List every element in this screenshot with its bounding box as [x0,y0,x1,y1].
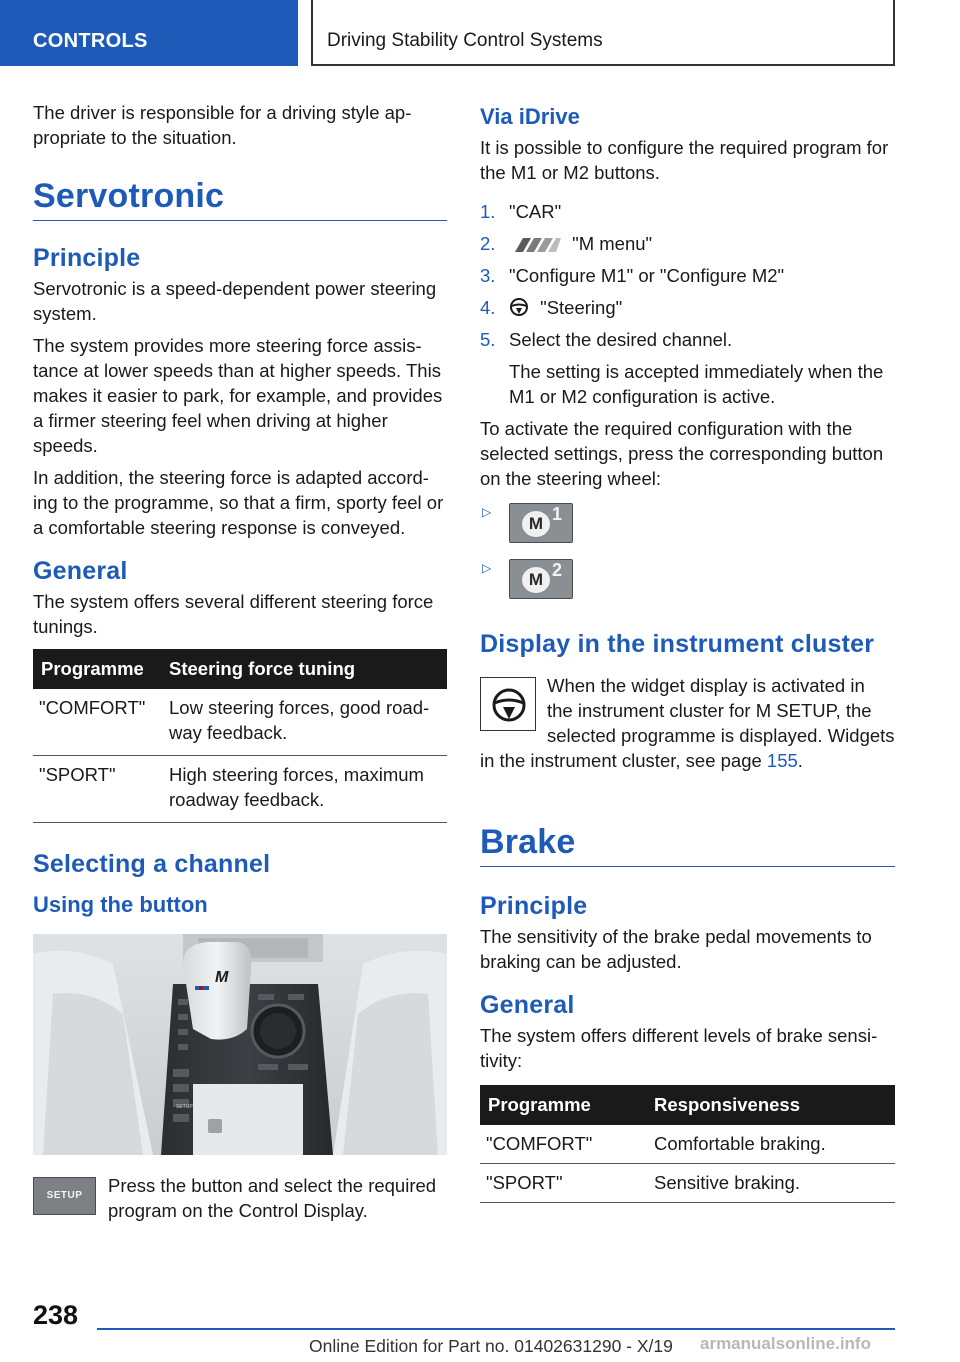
header-section-label: CONTROLS [33,30,148,52]
step-text: "Steering" [540,297,623,318]
step-number: 2. [480,233,496,254]
cluster-text: When the widget display is activated in the instrument cluster for M SETUP, the selected programme is displayed. Widgets in the instrument cluster, see page [480,675,895,771]
step-text: "CAR" [509,201,562,222]
brake-heading: Brake [480,822,895,867]
servotronic-heading: Servotronic [33,176,447,221]
table-row [33,756,447,823]
brake-principle-heading: Principle [480,892,588,920]
brake-section [480,822,895,1203]
header-section-tab [0,0,298,66]
steering-wheel-icon [509,297,529,317]
m-letter: M [522,511,550,537]
principle-paragraph-3: In addition, the steering force is adapted according to the programme, so that a firm, sporty feel or a comfortable steering response is conveyed. [33,467,444,538]
intro-paragraph: The driver is responsible for a driving style appropriate to the situation. [33,102,412,148]
cluster-page-link[interactable]: 155 [766,750,798,771]
m-stripes-icon [511,238,561,252]
table-cell: Sensitive braking. [646,1164,895,1203]
left-column [33,100,447,1243]
step-text: "M menu" [572,233,653,254]
table-cell: "COMFORT" [480,1125,646,1164]
m1-button-icon [509,503,573,543]
brake-general-paragraph: The system offers different levels of brake sensitivity: [480,1025,878,1071]
m1-bullet [480,503,895,551]
cluster-text-end: . [797,750,803,771]
center-console-image [33,934,447,1155]
setup-caption-row [33,1173,447,1243]
console-setup-key-text: SETUP [176,1104,193,1110]
right-column [480,103,895,669]
table-row [480,1125,895,1164]
cluster-text-wrap [480,673,895,773]
step-number: 1. [480,201,496,222]
cluster-icon-spacer [480,673,547,747]
step-number: 3. [480,265,496,286]
m-number: 2 [552,560,563,580]
setup-caption: Press the button and select the required program on the Control Display. [108,1175,437,1221]
table-cell: Low steering forces, good roadway feedback. [161,689,447,756]
general-heading: General [33,557,128,585]
brake-table [480,1085,895,1203]
table-cell: High steering forces, maximum roadway feedback. [161,756,447,823]
footer-edition-text: Online Edition for Part no. 01402631290 - X/19 [309,1336,673,1356]
table-cell: Comfortable braking. [646,1125,895,1164]
selecting-channel-heading: Selecting a channel [33,850,271,878]
header-title-box [311,0,895,66]
step-text: Select the desired channel. [509,329,733,350]
via-idrive-heading: Via iDrive [480,104,580,129]
step-number: 4. [480,297,496,318]
m2-bullet [480,559,895,607]
bullet-triangle-icon: ▷ [482,505,492,519]
table-header-cell: Programme [480,1085,646,1125]
list-item [480,327,895,409]
header-title: Driving Stability Control Systems [327,30,603,51]
table-header-row [480,1085,895,1125]
m2-button-icon [509,559,573,599]
table-cell: "SPORT" [480,1164,646,1203]
page-number: 238 [33,1300,79,1330]
general-paragraph: The system offers several different steering force tunings. [33,591,434,637]
principle-heading: Principle [33,244,141,272]
setup-button-icon: SETUP [33,1177,96,1215]
m-letter: M [522,567,550,593]
idrive-steps-list [480,199,895,409]
gear-logo-text: M [215,969,229,986]
m-number: 1 [552,504,563,524]
step-number: 5. [480,329,496,350]
principle-paragraph-2: The system provides more steering force assistance at lower speeds than at higher speeds. This makes it easier to park, for example, and provides a firmer steering feel when driving at higher speeds. [33,335,443,456]
brake-general-heading: General [480,991,575,1019]
center-console-illustration [33,934,447,1155]
table-row [480,1164,895,1203]
bullet-triangle-icon: ▷ [482,561,492,575]
table-cell: "COMFORT" [33,689,161,756]
list-item [480,199,895,224]
table-cell: "SPORT" [33,756,161,823]
using-button-heading: Using the button [33,892,208,917]
table-header-cell: Responsiveness [646,1085,895,1125]
step-subtext: The setting is accepted immediately when the M1 or M2 configuration is active. [509,361,884,407]
instrument-cluster-heading: Display in the instrument cluster [480,630,875,658]
table-header-cell: Programme [33,649,161,689]
table-header-cell: Steering force tuning [161,649,447,689]
footer-divider [97,1328,895,1330]
list-item [480,263,895,288]
table-header-row [33,649,447,689]
step-text: "Configure M1" or "Configure M2" [509,265,785,286]
footer-watermark: armanualsonline.info [700,1334,871,1353]
activate-paragraph: To activate the required configuration with the selected settings, press the corresponding button on the steering wheel: [480,418,884,489]
list-item [480,231,895,256]
table-row [33,689,447,756]
list-item [480,295,895,320]
idrive-paragraph: It is possible to configure the required program for the M1 or M2 buttons. [480,137,889,183]
steering-table [33,649,447,823]
principle-paragraph-1: Servotronic is a speed-dependent power steering system. [33,278,437,324]
brake-principle-paragraph: The sensitivity of the brake pedal movements to braking can be adjusted. [480,926,872,972]
